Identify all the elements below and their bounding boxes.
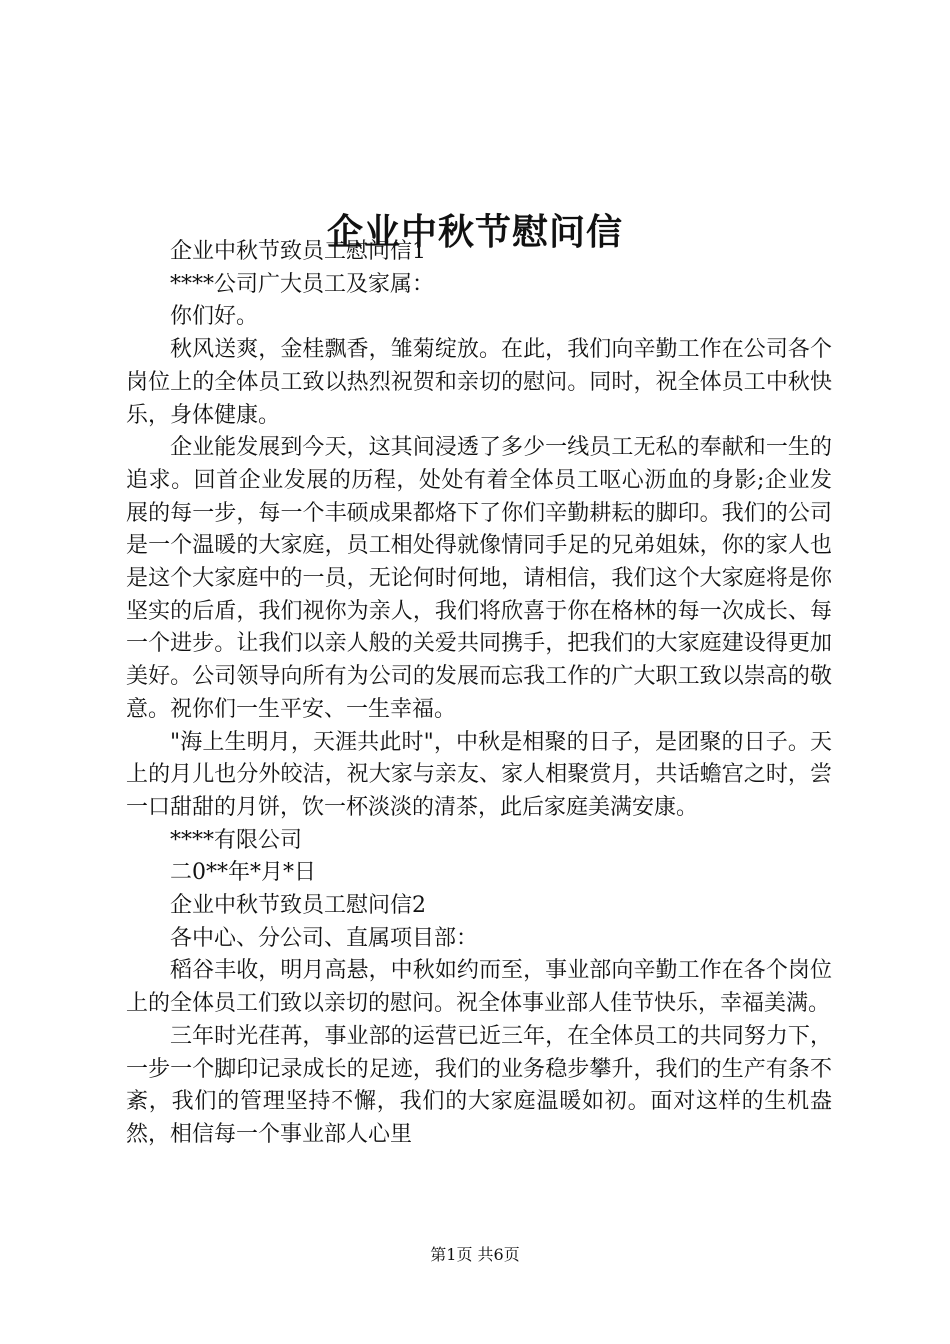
document-body [126, 236, 832, 1152]
letter1-paragraph: 秋风送爽，金桂飘香，雏菊绽放。在此，我们向辛勤工作在公司各个岗位上的全体员工致以热烈祝贺和亲切的慰问。同时，祝全体员工中秋快乐，身体健康。 [126, 337, 832, 428]
letter2-salutation: 各中心、分公司、直属项目部： [170, 925, 479, 951]
letter2-paragraph: 稻谷丰收，明月高悬，中秋如约而至，事业部向辛勤工作在各个岗位上的全体员工们致以亲切的慰问。祝全体事业部人佳节快乐，幸福美满。 [126, 958, 832, 1017]
letter1-heading: 企业中秋节致员工慰问信1 [170, 239, 426, 264]
letter1-signature: ****有限公司 [170, 827, 303, 853]
letter1-date: 二0**年*月*日 [170, 860, 316, 886]
letter2-paragraph: 三年时光荏苒，事业部的运营已近三年，在全体员工的共同努力下，一步一个脚印记录成长的足迹，我们的业务稳步攀升，我们的生产有条不紊，我们的管理坚持不懈，我们的大家庭温暖如初。面对这样的生机盎然，相信每一个事业部人心里 [126, 1023, 832, 1147]
letter1-greeting: 你们好。 [170, 304, 259, 330]
letter1-paragraph: 企业能发展到今天，这其间浸透了多少一线员工无私的奉献和一生的追求。回首企业发展的历程，处处有着全体员工呕心沥血的身影;企业发展的每一步，每一个丰硕成果都烙下了你们辛勤耕耘的脚印。我们的公司是一个温暖的大家庭，员工相处得就像情同手足的兄弟姐妹，你的家人也是这个大家庭中的一员，无论何时何地，请相信，我们这个大家庭将是你坚实的后盾，我们视你为亲人，我们将欣喜于你在格林的每一次成长、每一个进步。让我们以亲人般的关爱共同携手，把我们的大家庭建设得更加美好。公司领导向所有为公司的发展而忘我工作的广大职工致以崇高的敬意。祝你们一生平安、一生幸福。 [126, 435, 832, 722]
letter2-heading: 企业中秋节致员工慰问信2 [170, 893, 426, 919]
page-footer: 第1页 共6页 [430, 1245, 520, 1264]
letter1-salutation: ****公司广大员工及家属： [170, 271, 435, 297]
document-title: 企业中秋节慰问信 [326, 211, 623, 254]
letter1-paragraph: "海上生明月，天涯共此时"，中秋是相聚的日子，是团聚的日子。天上的月儿也分外皎洁，祝大家与亲友、家人相聚赏月，共话蟾宫之时，尝一口甜甜的月饼，饮一杯淡淡的清茶，此后家庭美满安康。 [126, 729, 832, 820]
